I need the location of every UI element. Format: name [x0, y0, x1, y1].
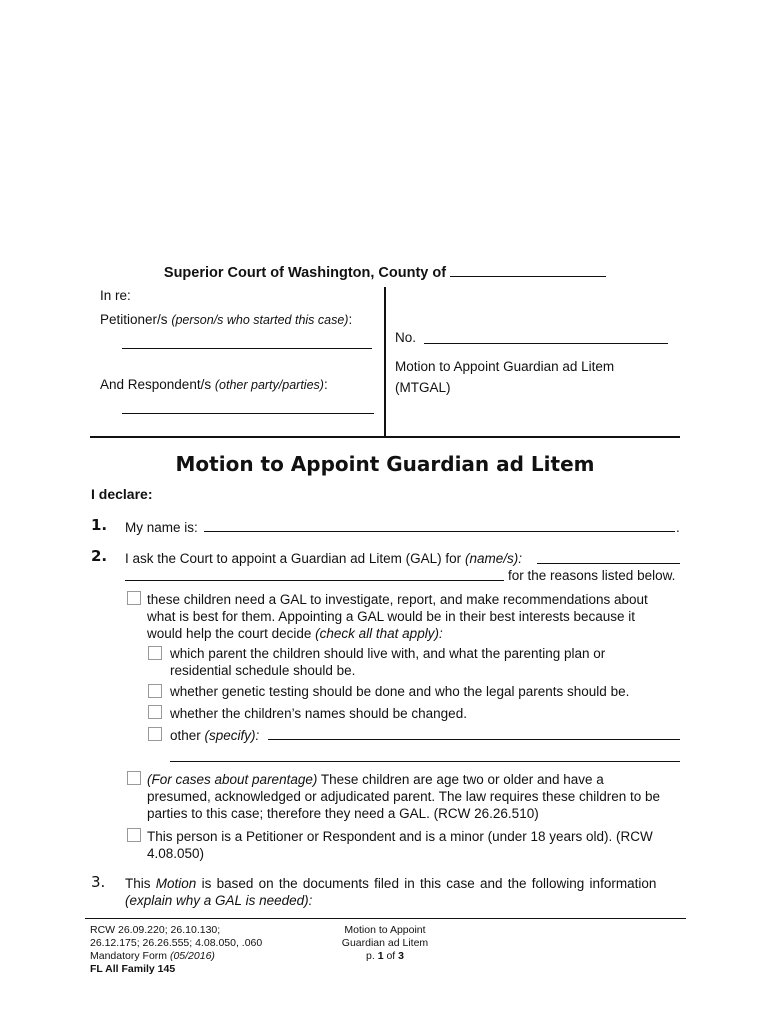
checkbox-children-need-gal[interactable] [127, 591, 141, 605]
checkbox-parentage[interactable] [127, 771, 141, 785]
item-3-text: This Motion is based on the documents filed in this case and the following information [125, 876, 657, 891]
item-1-number: 1. [91, 516, 108, 534]
other-specify-line-2[interactable] [170, 761, 680, 762]
sub-option-1-line1: which parent the children should live with, and what the parenting plan or [170, 646, 606, 661]
sub-option-1-line2: residential schedule should be. [170, 663, 356, 678]
gal-names-line-1[interactable] [537, 563, 680, 564]
form-title-line2: (MTGAL) [395, 380, 451, 395]
caption-rule [90, 436, 680, 438]
option-b-line3: parties to this case; therefore they need a GAL. (RCW 26.26.510) [147, 806, 539, 821]
option-c-line2: 4.08.050) [147, 846, 205, 861]
footer-center: Motion to Appoint Guardian ad Litem p. 1 of 3 [310, 924, 460, 963]
item-2-text: I ask the Court to appoint a Guardian ad Litem (GAL) for (name/s): [125, 551, 522, 566]
checkbox-name-change[interactable] [148, 705, 162, 719]
form-title-line1: Motion to Appoint Guardian ad Litem [395, 359, 615, 374]
gal-names-line-2[interactable] [125, 580, 504, 581]
petitioner-name-line[interactable] [122, 348, 372, 349]
page-title: Motion to Appoint Guardian ad Litem [175, 452, 595, 476]
checkbox-other[interactable] [148, 727, 162, 741]
option-a-line2: what is best for them. Appointing a GAL would be in their best interests because it [147, 609, 636, 624]
sub-option-4: other (specify): [170, 728, 260, 743]
page-number: p. 1 of 3 [366, 950, 404, 962]
court-heading: Superior Court of Washington, County of [0, 262, 770, 281]
item-1-period: . [676, 520, 680, 535]
other-specify-line-1[interactable] [268, 739, 680, 740]
footer-left: RCW 26.09.220; 26.10.130; 26.12.175; 26.26.555; 4.08.050, .060 Mandatory Form (05/2016) FL All Family 145 [90, 924, 263, 975]
in-re-label: In re: [100, 288, 131, 303]
option-c-line1: This person is a Petitioner or Respondent and is a minor (under 18 years old). (RCW [147, 829, 653, 844]
county-blank[interactable] [450, 262, 606, 277]
item-3-number: 3. [91, 873, 106, 891]
checkbox-minor-party[interactable] [127, 828, 141, 842]
item-2-reasons: for the reasons listed below. [508, 568, 676, 583]
case-number-line[interactable] [424, 343, 668, 344]
item-2-number: 2. [91, 547, 108, 565]
option-b-line1: (For cases about parentage) These children are age two or older and have a [147, 772, 604, 787]
footer-rule [85, 918, 686, 919]
checkbox-genetic-testing[interactable] [148, 684, 162, 698]
respondent-name-line[interactable] [122, 413, 374, 414]
sub-option-3: whether the children’s names should be changed. [170, 706, 467, 721]
case-number-label: No. [395, 330, 417, 345]
option-a-line3: would help the court decide (check all that apply): [147, 626, 443, 641]
option-a-line1: these children need a GAL to investigate, report, and make recommendations about [147, 592, 648, 607]
item-1-text: My name is: [125, 520, 198, 535]
item-3-hint: (explain why a GAL is needed): [125, 893, 313, 908]
petitioner-label: Petitioner/s (person/s who started this case): [100, 312, 353, 327]
caption-divider [384, 287, 386, 437]
respondent-label: And Respondent/s (other party/parties): [100, 377, 328, 392]
sub-option-2: whether genetic testing should be done and who the legal parents should be. [170, 684, 630, 699]
name-line[interactable] [204, 531, 675, 532]
option-b-line2: presumed, acknowledged or adjudicated parent. The law requires these children to be [147, 789, 661, 804]
declare-heading: I declare: [91, 486, 153, 502]
checkbox-parenting-plan[interactable] [148, 646, 162, 660]
